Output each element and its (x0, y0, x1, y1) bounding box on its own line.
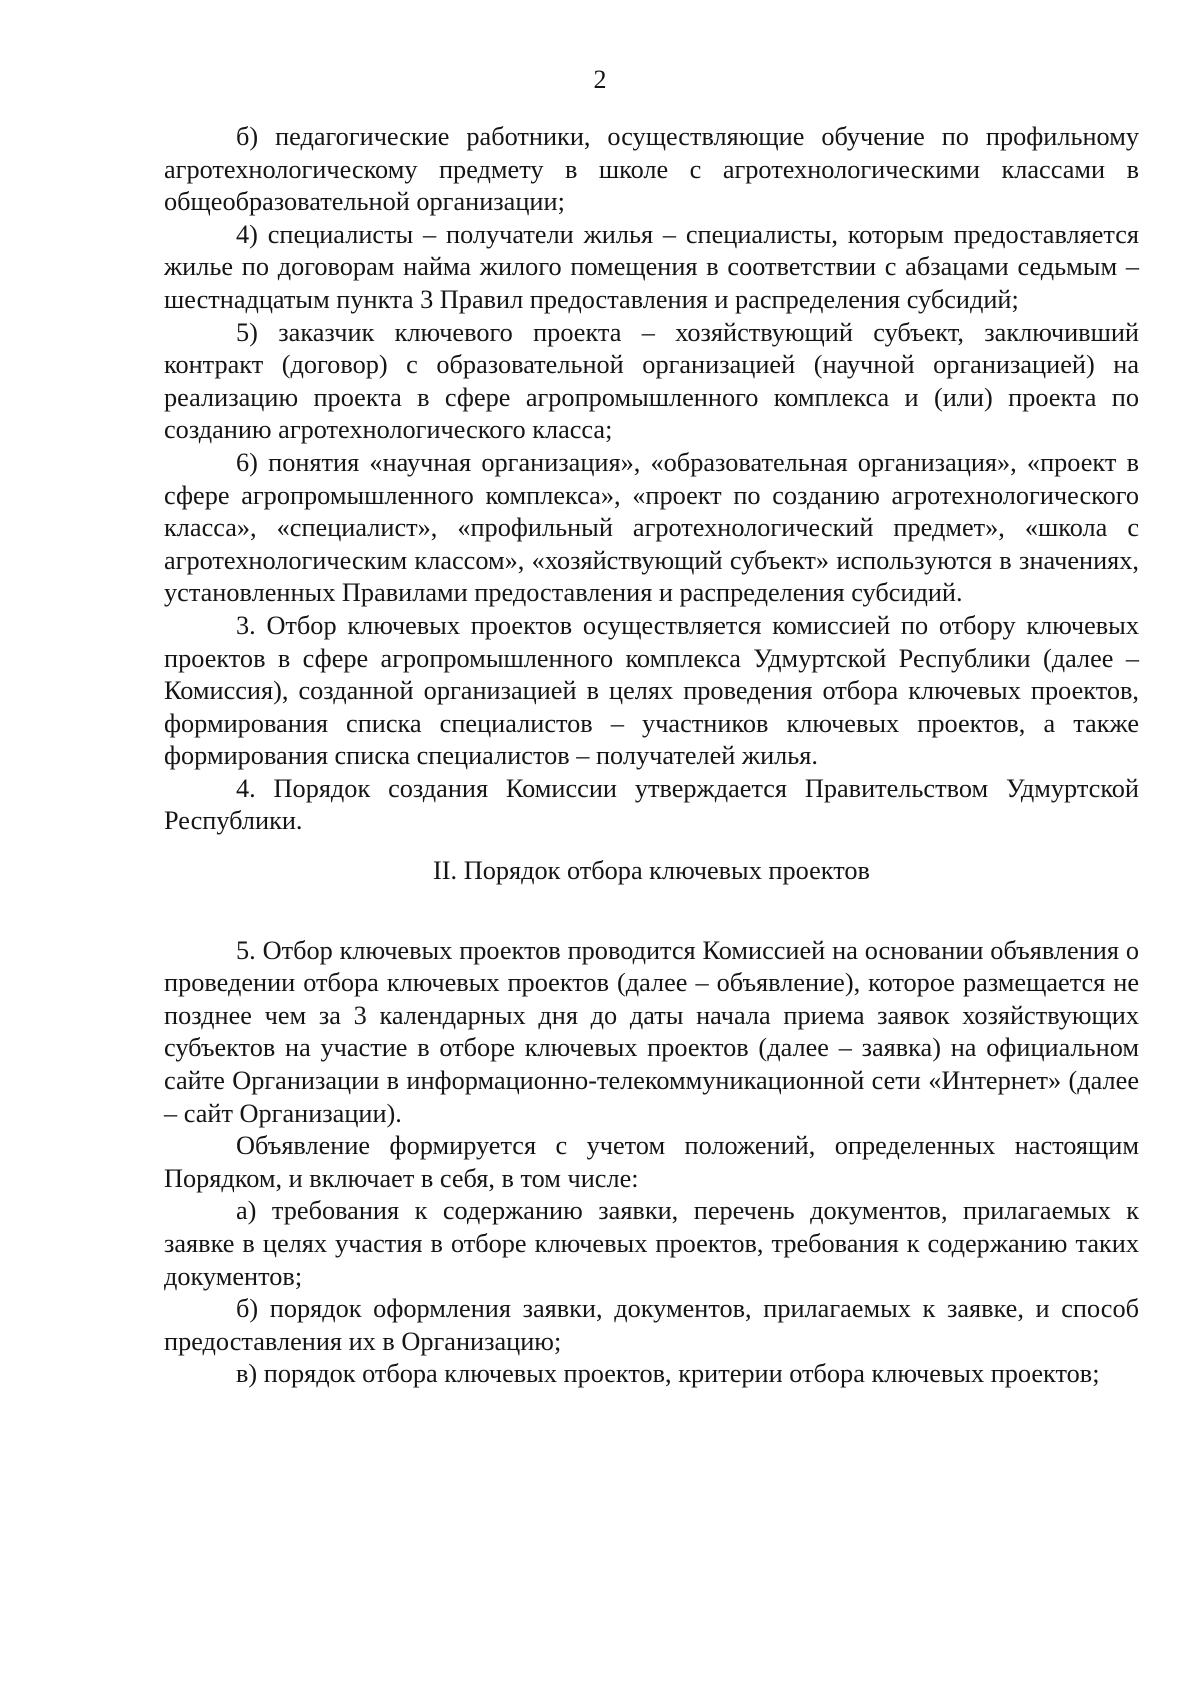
paragraph-clause-5-announcement: 5. Отбор ключевых проектов проводится Комиссией на основании объявления о проведении отбора ключевых проектов (далее – объявление), которое размещается не позднее чем за 3 календарных дня до даты начала приема заявок хозяйствующих субъектов на участие в отборе ключевых проектов (далее – заявка) на официальном сайте Организации в информационно-телекоммуникационной сети «Интернет» (далее – сайт Организации). (164, 935, 1139, 1128)
paragraph-item-b-pedagogues: б) педагогические работники, осуществляющие обучение по профильному агротехнологическому предмету в школе с агротехнологическими классами в общеобразовательной организации; (164, 122, 1139, 217)
paragraph-item-b-submission-procedure: б) порядок оформления заявки, документов, прилагаемых к заявке, и способ предоставления их в Организацию; (164, 1294, 1139, 1356)
paragraph-clause-3-commission: 3. Отбор ключевых проектов осуществляется комиссией по отбору ключевых проектов в сфере агропромышленного комплекса Удмуртской Республики (далее – Комиссия), созданной организацией в целях проведения отбора ключевых проектов, формирования списка специалистов – участников ключевых проектов, а также формирования списка специалистов – получателей жилья. (164, 610, 1139, 771)
paragraph-item-v-selection-procedure: в) порядок отбора ключевых проектов, критерии отбора ключевых проектов; (236, 1359, 1100, 1389)
page-number: 2 (593, 65, 607, 94)
paragraph-clause-4-commission-creation: 4. Порядок создания Комиссии утверждается Правительством Удмуртской Республики. (164, 773, 1139, 836)
paragraph-item-5-project-customer: 5) заказчик ключевого проекта – хозяйствующий субъект, заключивший контракт (договор) с образовательной организацией (научной организацией) на реализацию проекта в сфере агропромышленного комплекса и (или) проекта по созданию агротехнологического класса; (164, 317, 1139, 445)
paragraph-item-a-requirements: а) требования к содержанию заявки, перечень документов, прилагаемых к заявке в целях участия в отборе ключевых проектов, требования к содержанию таких документов; (164, 1196, 1139, 1291)
paragraph-announcement-contents: Объявление формируется с учетом положений, определенных настоящим Порядком, и включает в себя, в том числе: (164, 1131, 1139, 1193)
paragraph-item-6-definitions: 6) понятия «научная организация», «образовательная организация», «проект в сфере агропромышленного комплекса», «проект по созданию агротехнологического класса», «специалист», «профильный агротехнологический предмет», «школа с агротехнологическим классом», «хозяйствующий субъект» используются в значениях, установленных Правилами предоставления и распределения субсидий. (164, 447, 1139, 608)
section-heading: II. Порядок отбора ключевых проектов (433, 856, 870, 886)
document-body (164, 121, 1139, 1391)
paragraph-item-4-housing-recipients: 4) специалисты – получатели жилья – специалисты, которым предоставляется жилье по договорам найма жилого помещения в соответствии с абзацами седьмым – шестнадцатым пункта 3 Правил предоставления и распределения субсидий; (164, 219, 1139, 314)
